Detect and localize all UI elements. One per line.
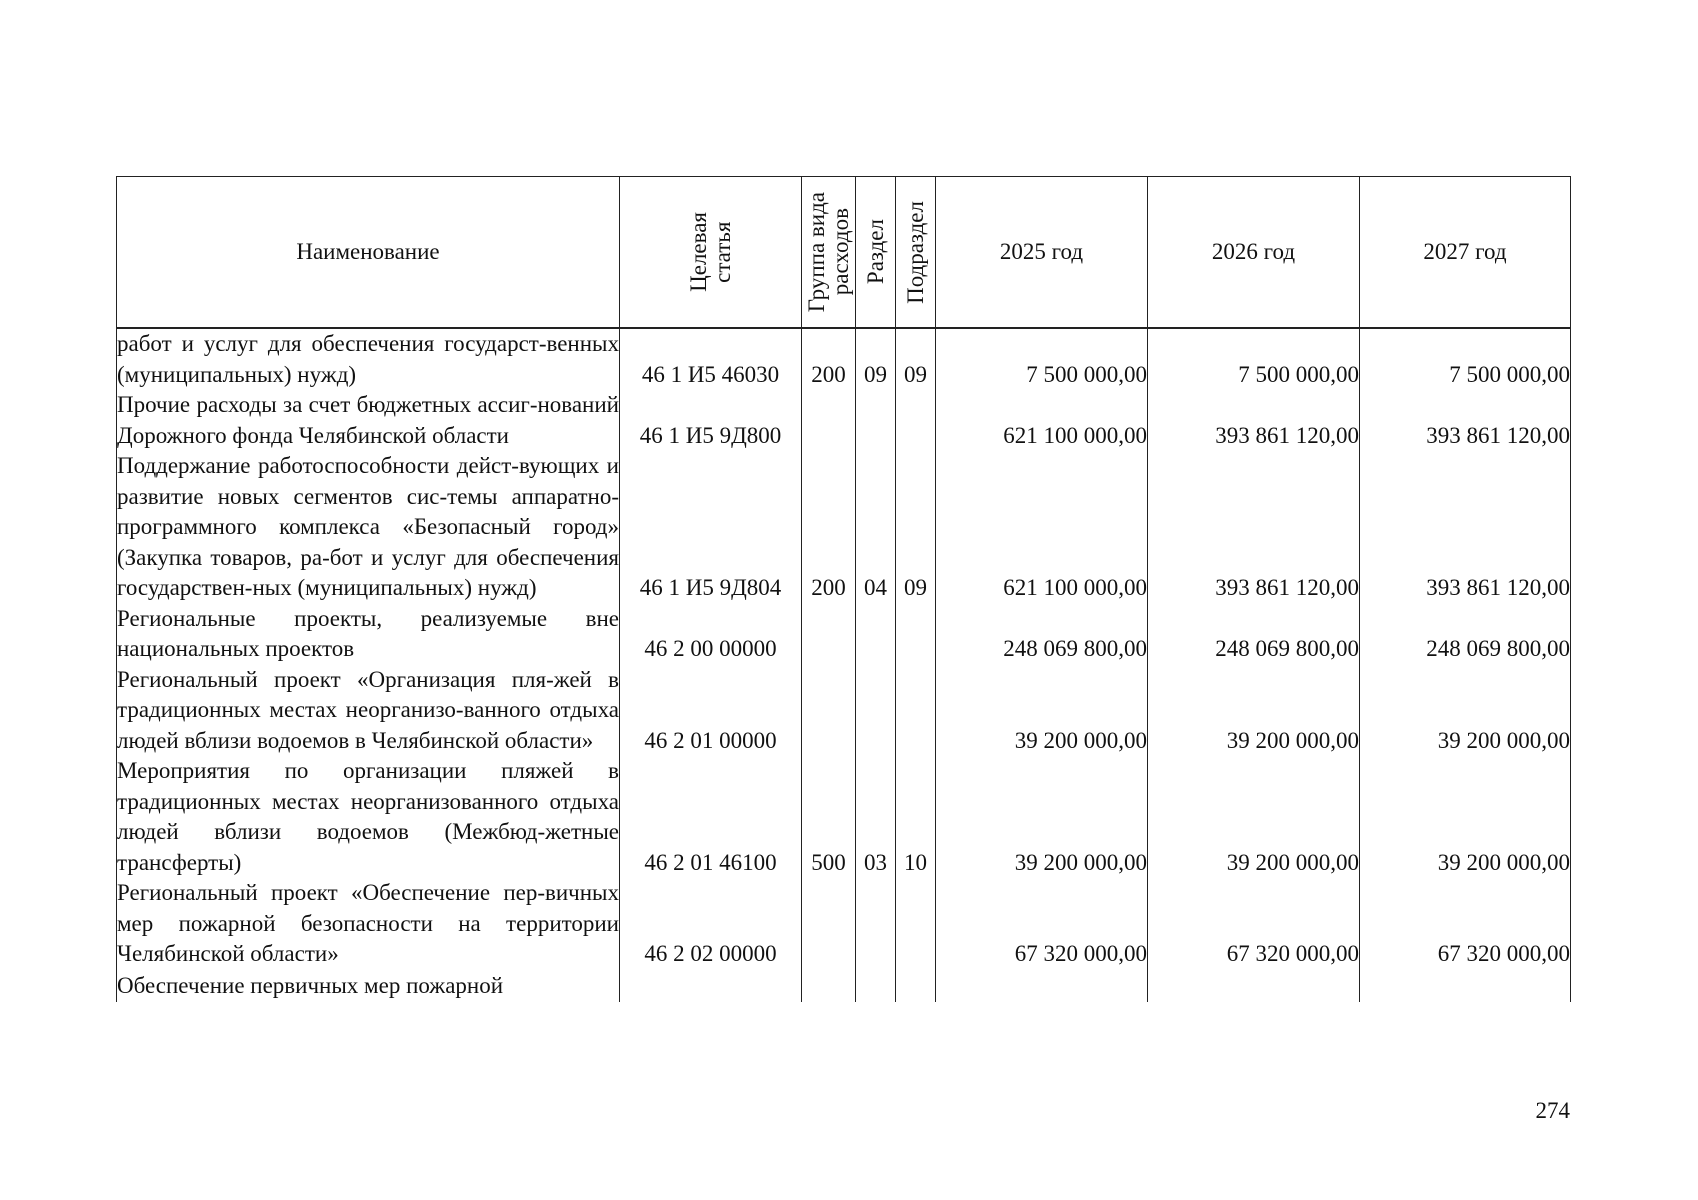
row-2027-cell: 393 861 120,00	[1360, 451, 1571, 604]
row-section-cell	[856, 665, 896, 757]
table-row	[117, 328, 1571, 390]
row-group-cell	[802, 970, 856, 1002]
row-code-cell: 46 2 01 46100	[620, 756, 802, 878]
row-2026-cell: 248 069 800,00	[1148, 604, 1360, 665]
row-group-cell	[802, 665, 856, 757]
row-2026-cell	[1148, 970, 1360, 1002]
row-name-cell: Региональные проекты, реализуемые вне национальных проектов	[117, 604, 620, 665]
row-2027-cell: 393 861 120,00	[1360, 390, 1571, 451]
row-2026-cell: 39 200 000,00	[1148, 756, 1360, 878]
row-code-cell: 46 1 И5 46030	[620, 328, 802, 390]
row-2027-cell	[1360, 970, 1571, 1002]
header-year-2027: 2027 год	[1360, 177, 1571, 329]
row-code-cell: 46 2 00 00000	[620, 604, 802, 665]
header-code: Целевая статья	[620, 177, 802, 329]
row-section-cell	[856, 970, 896, 1002]
row-subsection-cell	[896, 665, 936, 757]
row-subsection-cell	[896, 878, 936, 970]
row-subsection-cell: 09	[896, 451, 936, 604]
row-code-cell: 46 1 И5 9Д804	[620, 451, 802, 604]
row-2026-cell: 7 500 000,00	[1148, 328, 1360, 390]
row-subsection-cell	[896, 970, 936, 1002]
row-2025-cell: 248 069 800,00	[936, 604, 1148, 665]
row-group-cell: 200	[802, 328, 856, 390]
row-code-cell: 46 1 И5 9Д800	[620, 390, 802, 451]
row-code-cell	[620, 970, 802, 1002]
row-2025-cell: 621 100 000,00	[936, 451, 1148, 604]
row-group-cell: 200	[802, 451, 856, 604]
row-name-cell: Обеспечение первичных мер пожарной	[117, 970, 620, 1002]
table-row	[117, 604, 1571, 665]
row-name-cell: Региональный проект «Организация пля-жей в традиционных местах неорганизо-ванного отдыха людей вблизи водоемов в Челябинской области»	[117, 665, 620, 757]
row-subsection-cell	[896, 390, 936, 451]
row-name-cell: Поддержание работоспособности дейст-вующих и развитие новых сегментов сис-темы аппаратно-программного комплекса «Безопасный город» (Закупка товаров, ра-бот и услуг для обеспечения государствен-ных (муниципальных) нужд)	[117, 451, 620, 604]
row-2025-cell: 7 500 000,00	[936, 328, 1148, 390]
row-section-cell	[856, 390, 896, 451]
row-2027-cell: 39 200 000,00	[1360, 756, 1571, 878]
row-group-cell	[802, 390, 856, 451]
row-code-cell: 46 2 02 00000	[620, 878, 802, 970]
row-subsection-cell: 10	[896, 756, 936, 878]
row-section-cell: 04	[856, 451, 896, 604]
row-2026-cell: 393 861 120,00	[1148, 390, 1360, 451]
row-2025-cell: 39 200 000,00	[936, 756, 1148, 878]
row-2025-cell: 39 200 000,00	[936, 665, 1148, 757]
row-2026-cell: 39 200 000,00	[1148, 665, 1360, 757]
row-name-cell: Региональный проект «Обеспечение пер-вичных мер пожарной безопасности на территории Челябинской области»	[117, 878, 620, 970]
budget-table	[116, 176, 1571, 1002]
header-section: Раздел	[856, 177, 896, 329]
row-2026-cell: 393 861 120,00	[1148, 451, 1360, 604]
table-row	[117, 970, 1571, 1002]
row-section-cell: 03	[856, 756, 896, 878]
table-row	[117, 390, 1571, 451]
row-name-cell: работ и услуг для обеспечения государст-венных (муниципальных) нужд)	[117, 328, 620, 390]
row-section-cell	[856, 878, 896, 970]
row-section-cell: 09	[856, 328, 896, 390]
page-number: 274	[1535, 1098, 1570, 1123]
row-2027-cell: 7 500 000,00	[1360, 328, 1571, 390]
header-year-2025: 2025 год	[936, 177, 1148, 329]
table-header	[117, 177, 1571, 329]
row-subsection-cell: 09	[896, 328, 936, 390]
row-group-cell: 500	[802, 756, 856, 878]
header-group: Группа вида расходов	[802, 177, 856, 329]
row-2027-cell: 248 069 800,00	[1360, 604, 1571, 665]
row-group-cell	[802, 878, 856, 970]
row-name-cell: Мероприятия по организации пляжей в традиционных местах неорганизованного отдыха людей вблизи водоемов (Межбюд-жетные трансферты)	[117, 756, 620, 878]
row-2025-cell	[936, 970, 1148, 1002]
row-2027-cell: 39 200 000,00	[1360, 665, 1571, 757]
header-subsection: Подраздел	[896, 177, 936, 329]
table-row	[117, 665, 1571, 757]
header-name: Наименование	[117, 177, 620, 329]
table-row	[117, 451, 1571, 604]
row-2025-cell: 67 320 000,00	[936, 878, 1148, 970]
header-year-2026: 2026 год	[1148, 177, 1360, 329]
row-2026-cell: 67 320 000,00	[1148, 878, 1360, 970]
row-name-cell: Прочие расходы за счет бюджетных ассиг-нований Дорожного фонда Челябинской области	[117, 390, 620, 451]
table-row	[117, 878, 1571, 970]
row-group-cell	[802, 604, 856, 665]
row-2027-cell: 67 320 000,00	[1360, 878, 1571, 970]
row-subsection-cell	[896, 604, 936, 665]
row-code-cell: 46 2 01 00000	[620, 665, 802, 757]
row-section-cell	[856, 604, 896, 665]
table-row	[117, 756, 1571, 878]
row-2025-cell: 621 100 000,00	[936, 390, 1148, 451]
table-body	[117, 328, 1571, 1002]
